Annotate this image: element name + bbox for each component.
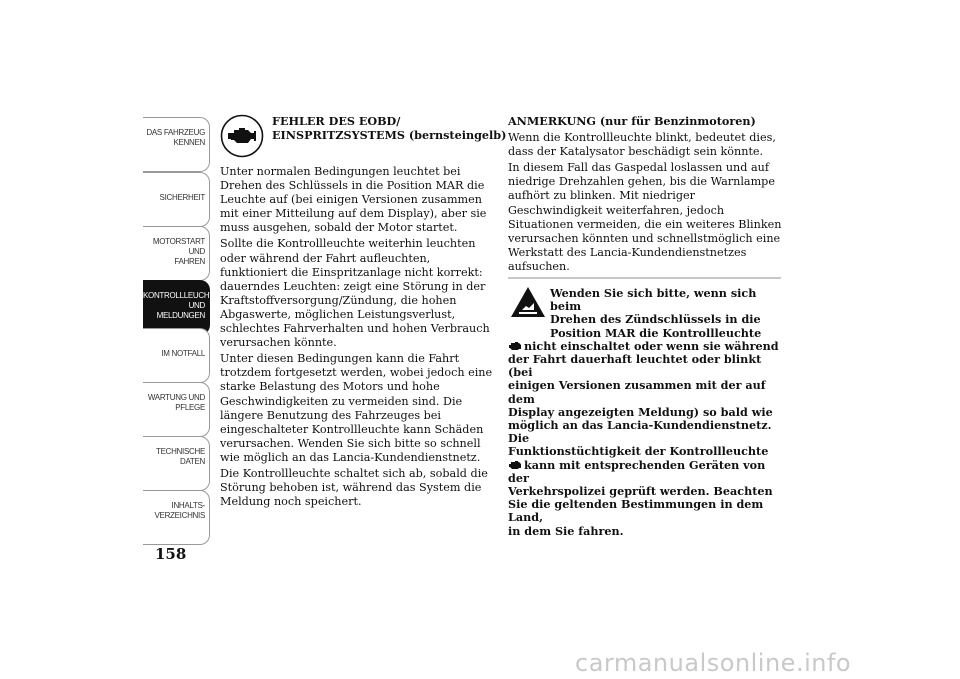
engine-check-icon [508, 460, 522, 470]
body-column-left [220, 165, 495, 509]
tab-motorstart-und-fahren[interactable]: MOTORSTART UND FAHREN [143, 226, 210, 281]
paragraph: In diesem Fall das Gaspedal loslassen und auf niedrige Drehzahlen gehen, bis die Warnlampe aufhört zu blinken. Mit niedriger Geschwindigkeit weiterfahren, jedoch Situationen vermeiden, die ein weiteres Blinken verursachen könnten und schnellstmöglich eine Werkstatt des Lancia-Kundendienstnetzes aufsuchen. [508, 161, 782, 273]
watermark: carmanualsonline.info [575, 649, 852, 677]
tab-technische-daten[interactable]: TECHNISCHE DATEN [143, 436, 210, 491]
page-number: 158 [155, 545, 187, 563]
body-column-right [508, 114, 783, 274]
engine-check-icon [220, 114, 264, 158]
tab-inhaltsverzeichnis[interactable]: INHALTS- VERZEICHNIS [143, 490, 210, 545]
tab-wartung-und-pflege[interactable]: WARTUNG UND PFLEGE [143, 382, 210, 437]
paragraph: Die Kontrollleuchte schaltet sich ab, sobald die Störung behoben ist, während das System die Meldung noch speichert. [220, 466, 488, 509]
warning-divider [508, 277, 781, 279]
paragraph: Unter diesen Bedingungen kann die Fahrt trotzdem fortgesetzt werden, wobei jedoch eine starke Belastung des Motors und hohe Geschwindigkeiten zu vermeiden sind. Die längere Benutzung des Fahrzeuges bei eingeschalteter Kontrollleuchte kann Schäden verursachen. Wenden Sie sich bitte so schnell wie möglich an das Lancia-Kundendienstnetz. [220, 352, 493, 464]
warning-text: Wenden Sie sich bitte, wenn sich beim Drehen des Zündschlüssels in die Position MAR die Kontrollleuchte nicht einschaltet oder wenn sie während der Fahrt dauerhaft leuchtet oder blinkt (bei einigen Versionen zusammen mit der auf dem Display angezeigten Meldung) so bald wie möglich an das Lancia-Kundendienstnetz. Die Funktionstüchtigkeit der Kontrollleuchte kann mit entsprechenden Geräten von der Verkehrspolizei geprüft werden. Beachten Sie die geltenden Bestimmungen in dem Land, in dem Sie fahren. [508, 286, 779, 538]
tab-das-fahrzeug-kennen[interactable]: DAS FAHRZEUG KENNEN [143, 117, 210, 172]
note-title: ANMERKUNG (nur für Benzinmotoren) [508, 114, 756, 128]
paragraph: Unter normalen Bedingungen leuchtet bei Drehen des Schlüssels in die Position MAR die Leuchte auf (bei einigen Versionen zusammen mit einer Mitteilung auf dem Display), aber sie muss ausgehen, sobald der Motor startet. [220, 165, 487, 235]
tab-im-notfall[interactable]: IM NOTFALL [143, 328, 210, 383]
section-heading: FEHLER DES EOBD/ EINSPRITZSYSTEMS (bernsteingelb) [272, 114, 507, 142]
tab-sicherheit[interactable]: SICHERHEIT [143, 172, 210, 227]
tab-kontrollleuchten-und-meldungen[interactable]: KONTROLLLEUCHTEN UND MELDUNGEN [143, 280, 210, 335]
paragraph: Wenn die Kontrollleuchte blinkt, bedeutet dies, dass der Katalysator beschädigt sein könnte. [508, 131, 776, 159]
engine-check-icon [508, 341, 522, 351]
paragraph: Sollte die Kontrollleuchte weiterhin leuchten oder während der Fahrt aufleuchten, funktioniert die Einspritzanlage nicht korrekt: dauerndes Leuchten: zeigt eine Störung in der Kraftstoffversorgung/Zündung, die hohen Abgaswerte, möglichen Leistungsverlust, schlechtes Fahrverhalten und hohen Verbrauch verursachen könnte. [220, 237, 490, 350]
